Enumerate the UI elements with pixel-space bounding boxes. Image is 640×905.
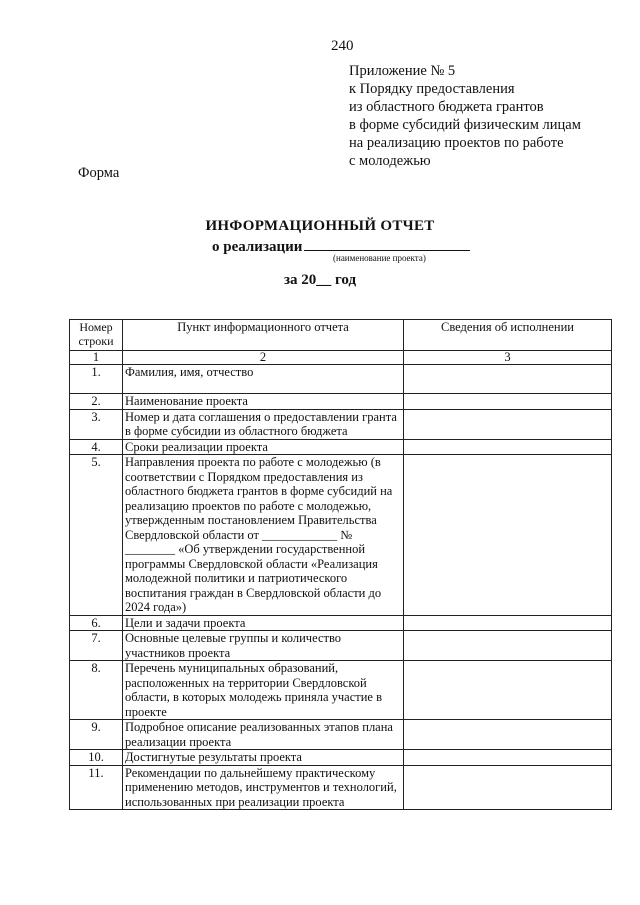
table-row (70, 439, 612, 455)
row-number: 4. (70, 439, 123, 455)
table-row (70, 615, 612, 631)
row-number: 7. (70, 631, 123, 661)
row-number: 3. (70, 409, 123, 439)
row-value-cell[interactable] (404, 455, 612, 616)
table-row (70, 631, 612, 661)
appendix-line: с молодежью (349, 153, 431, 169)
appendix-line: из областного бюджета грантов (349, 99, 544, 115)
subtitle-prefix: о реализации (212, 239, 303, 255)
table-row (70, 455, 612, 616)
page-number: 240 (331, 38, 354, 54)
table-header-row (70, 320, 612, 351)
row-value-cell[interactable] (404, 365, 612, 394)
header-item: Пункт информационного отчета (123, 320, 404, 351)
project-name-hint: (наименование проекта) (333, 253, 426, 263)
row-number: 2. (70, 394, 123, 410)
row-number: 5. (70, 455, 123, 616)
row-number: 8. (70, 661, 123, 720)
row-item: Фамилия, имя, отчество (123, 365, 404, 394)
appendix-line: в форме субсидий физическим лицам (349, 117, 581, 133)
row-item: Перечень муниципальных образований, расположенных на территории Свердловской области, в которых молодежь приняла участие в проекте (123, 661, 404, 720)
table-row (70, 720, 612, 750)
appendix-note (349, 62, 581, 170)
row-number: 10. (70, 750, 123, 766)
table-row (70, 409, 612, 439)
row-item: Основные целевые группы и количество участников проекта (123, 631, 404, 661)
header-number-line1: Номер (79, 320, 113, 334)
row-value-cell[interactable] (404, 661, 612, 720)
table-row (70, 394, 612, 410)
row-item: Рекомендации по дальнейшему практическому применению методов, инструментов и технологий, использованных при реализации проекта (123, 765, 404, 810)
column-numbers-row (70, 351, 612, 365)
row-item: Направления проекта по работе с молодежью (в соответствии с Порядком предоставления из областного бюджета грантов в форме субсидий на реализацию проектов по работе с молодежью, утвержденным постановлением Правительства Свердловской области от ____________ № ________ «Об утверждении государственной программы Свердловской области «Реализация молодежной политики и патриотического воспитания граждан в Свердловской области до 2024 года») (123, 455, 404, 616)
table-row (70, 365, 612, 394)
row-value-cell[interactable] (404, 750, 612, 766)
row-value-cell[interactable] (404, 409, 612, 439)
table-row (70, 765, 612, 810)
row-number: 9. (70, 720, 123, 750)
column-number: 2 (123, 351, 404, 365)
report-title: ИНФОРМАЦИОННЫЙ ОТЧЕТ (205, 218, 435, 234)
header-number-line2: строки (78, 334, 114, 348)
table-row (70, 661, 612, 720)
header-execution: Сведения об исполнении (404, 320, 612, 351)
row-item: Сроки реализации проекта (123, 439, 404, 455)
appendix-line: к Порядку предоставления (349, 81, 515, 97)
row-number: 1. (70, 365, 123, 394)
report-table (69, 319, 612, 810)
row-value-cell[interactable] (404, 765, 612, 810)
appendix-line: Приложение № 5 (349, 63, 456, 79)
row-item: Достигнутые результаты проекта (123, 750, 404, 766)
header-number (70, 320, 123, 351)
table-row (70, 750, 612, 766)
form-label: Форма (78, 165, 120, 181)
row-value-cell[interactable] (404, 394, 612, 410)
row-value-cell[interactable] (404, 631, 612, 661)
column-number: 3 (404, 351, 612, 365)
row-number: 11. (70, 765, 123, 810)
row-number: 6. (70, 615, 123, 631)
row-item: Цели и задачи проекта (123, 615, 404, 631)
row-value-cell[interactable] (404, 615, 612, 631)
appendix-line: на реализацию проектов по работе (349, 135, 564, 151)
row-item: Номер и дата соглашения о предоставлении гранта в форме субсидии из областного бюджета (123, 409, 404, 439)
row-item: Наименование проекта (123, 394, 404, 410)
project-name-blank[interactable] (304, 237, 470, 251)
column-number: 1 (70, 351, 123, 365)
report-year: за 20__ год (283, 272, 357, 288)
row-value-cell[interactable] (404, 439, 612, 455)
row-value-cell[interactable] (404, 720, 612, 750)
row-item: Подробное описание реализованных этапов плана реализации проекта (123, 720, 404, 750)
